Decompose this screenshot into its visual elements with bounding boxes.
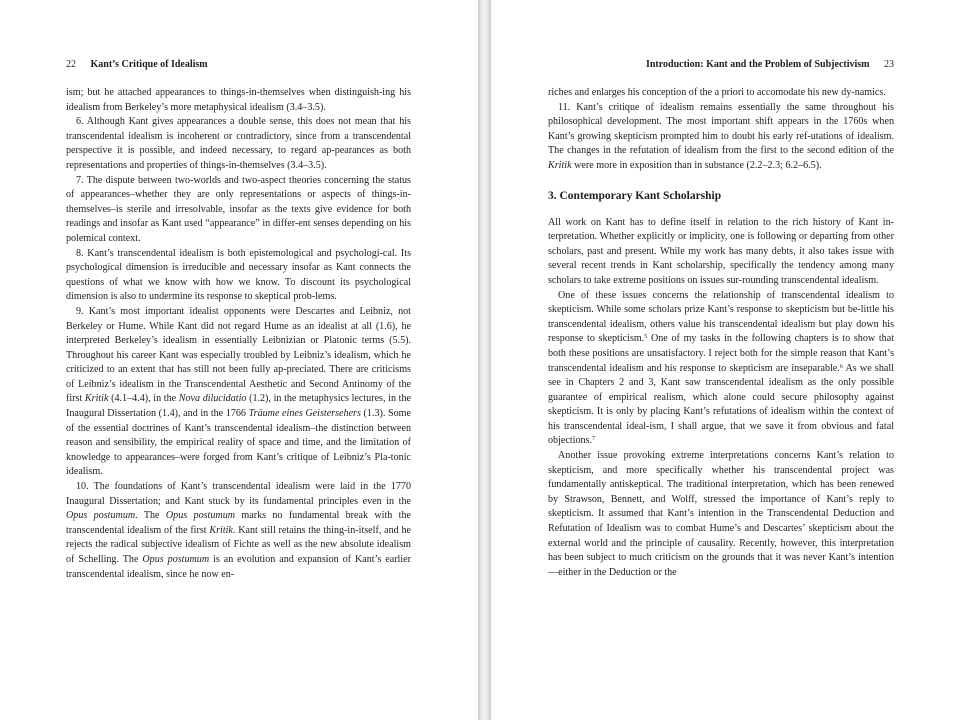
right-page-header	[646, 58, 894, 71]
page-number: 22	[66, 59, 76, 70]
paragraph: All work on Kant has to define itself in relation to the rich history of Kant in-terpretation. Whether explicitly or implicity, one is following or departing from other scholars, past and present. While my work has many debts, it also takes issue with several recent trends in Kant scholarship, specifically the tendency among many scholars to take extreme positions on issues sur-rounding transcendental idealism.	[548, 216, 894, 286]
running-head: Kant’s Critique of Idealism	[90, 59, 208, 70]
section-heading: 3. Contemporary Kant Scholarship	[548, 189, 722, 202]
paragraphs-before-heading	[548, 86, 894, 174]
paragraph: ism; but he attached appearances to things-in-themselves when distinguish-ing his idealism from Berkeley’s more metaphysical idealism (3.4–3.5).	[66, 87, 411, 113]
right-page	[491, 0, 974, 720]
left-page-header	[66, 58, 208, 71]
paragraph: One of these issues concerns the relationship of transcendental idealism to skepticism. While some scholars prize Kant’s response to skepticism but be-little his transcendental idealism, others value his transcendental idealism but play down his response to skepticism.$^5$ One of my tasks in the following chapters is to show that both these positions are unsatisfactory. I reject both for the simple reason that Kant’s transcendental idealism and his response to skepticism are inseparable.$^6$ As we shall see in Chapters 2 and 3, Kant saw transcendental idealism as the only possible guarantee of empirical realism, which alone could secure philosophy against skepticism. It is only by placing Kant’s refutations of idealism within the context of his transcendental ideal-ism, I shall argue, that we save it from obvious and fatal objections.$^7$	[548, 289, 894, 447]
running-head: Introduction: Kant and the Problem of Subjectivism	[645, 59, 870, 70]
page-number: 23	[884, 59, 894, 70]
paragraph: riches and enlarges his conception of the a priori to accomodate his new dy-namics.	[548, 87, 886, 98]
paragraph: 10. The foundations of Kant’s transcendental idealism were laid in the 1770 Inaugural Dissertation; and Kant stuck by its fundamental principles even in the Opus postumum. The Opus postumum marks no fundamental break with the transcendental idealism of the first Kritik. Kant still retains the thing-in-itself, and he rejects the radical subjective idealism of Fichte as well as the new absolute idealism of Schelling. The Opus postumum is an evolution and expansion of Kant’s earlier transcendental idealism, since he now en-	[66, 481, 412, 580]
right-page-body	[548, 86, 894, 580]
paragraph: 8. Kant’s transcendental idealism is both epistemological and psychologi-cal. Its psychological dimension is irreducible and necessary insofar as Kant connects the questions of what we know with how we know. To discount its psychological dimension is also to undermine its response to skeptical prob-lems.	[66, 247, 411, 303]
paragraph: 11. Kant’s critique of idealism remains essentially the same throughout his philosophical development. The most important shift appears in the 1760s when Kant’s growing skepticism prompted him to doubt his early ref-utations of idealism. The changes in the refutation of idealism from the first to the second edition of the Kritik were more in exposition than in substance (2.2–2.3; 6.2–6.5).	[548, 101, 894, 171]
page-gutter	[478, 0, 491, 720]
paragraph: 6. Although Kant gives appearances a double sense, this does not mean that his transcendental idealism is incoherent or contradictory, since from a transcendental perspective it is possible, and indeed necessary, to regard ap-pearances as both representations and properties of things-in-themselves (3.4–3.5).	[66, 116, 411, 171]
paragraph: Another issue provoking extreme interpretations concerns Kant’s relation to skepticism, and more specifically whether his transcendental project was fundamentally antiskeptical. The traditional interpretation, which has been renewed by Strawson, Bennett, and Wolff, stressed the importance of Kant’s reply to skepticism. It assumed that Kant’s intention in the Transcendental Deduction and Refutation of Idealism was to combat Hume’s and Descartes’ skepticism about the external world and the principle of causality. Recently, however, this interpretation has been subject to much criticism on the grounds that it was never Kant’s intention—either in the Deduction or the	[548, 450, 894, 578]
paragraph: 7. The dispute between two-worlds and two-aspect theories concerning the status of appearances–whether they are only representations or aspects of things-in-themselves–is sterile and irresolvable, insofar as the texts give evidence for both readings and insofar as Kant used “appearance” in differ-ent senses depending on his polemical context.	[66, 174, 411, 244]
left-page-body	[66, 86, 411, 582]
paragraph: 9. Kant’s most important idealist opponents were Descartes and Leibniz, not Berkeley or Hume. While Kant did not regard Hume as an idealist at all (1.6), he interpreted Berkeley’s idealism in essentially Leibnizian or Platonic terms (5.5). Throughout his career Kant was especially troubled by Leibniz’s idealism, which he criticized to an extent that has still not been fully ap-preciated. There are criticisms of Leibniz’s idealism in the Transcendental Aesthetic and Second Antinomy of the first Kritik (4.1–4.4), in the Nova dilucidatio (1.2), in the metaphysics lectures, in the Inaugural Dissertation (1.4), and in the 1766 Träume eines Geistersehers (1.3). Some of the essential doctrines of Kant’s transcendental idealism–the distinction between reason and sensibility, the empirical reality of space and time, and the limitation of knowledge to appearances–were forged from Kant’s critique of Leibniz’s Pla-tonic idealism.	[66, 305, 411, 478]
paragraphs-after-heading	[548, 216, 894, 581]
left-page	[0, 0, 478, 720]
